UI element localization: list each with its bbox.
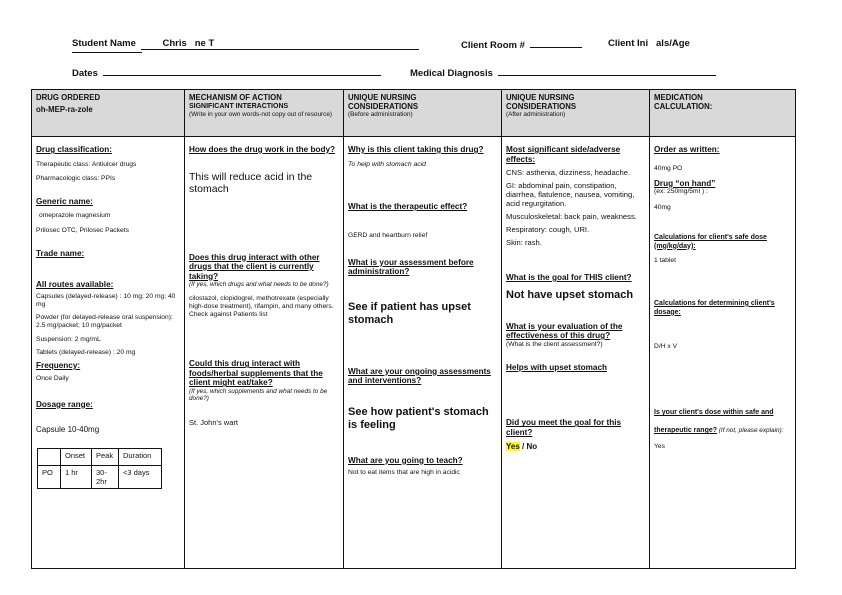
assessment-before-question: What is your assessment before administration? [348, 257, 474, 277]
dosage-calc-label: Calculations for determining client's dosage: [654, 299, 775, 316]
drug-card-table [31, 89, 796, 569]
drug-info-cell [32, 137, 185, 569]
effect-skin: Skin: rash. [506, 238, 542, 247]
drug-ordered-name: oh-MEP-ra-zole [36, 105, 93, 114]
medical-diagnosis-label: Medical Diagnosis [410, 68, 493, 79]
drug-interaction-question: Does this drug interact with other drugs that the client is currently taking? [189, 252, 320, 281]
table-header-row [32, 90, 796, 137]
pk-data-row [38, 466, 162, 489]
order-label: Order as written: [654, 145, 720, 154]
after-cell [502, 137, 650, 569]
drug-ordered-title: DRUG ORDERED [36, 93, 101, 102]
therapeutic-effect-answer: GERD and heartburn relief [348, 231, 428, 239]
brand-names: Prilosec OTC, Prilosec Packets [36, 226, 129, 234]
client-initials-label: Client Ini als/Age [608, 38, 690, 49]
pk-peak: 30-2hr [92, 466, 119, 489]
medical-diagnosis-line [410, 66, 716, 79]
student-name-field[interactable] [141, 38, 419, 50]
food-interaction-hint: (If yes, which supplements and what needs to be done?) [189, 387, 328, 403]
food-interaction-question: Could this drug interact with foods/herbal supplements that the client might eat/take? [189, 359, 323, 388]
ongoing-assessment-answer: See how patient's stomach is feeling [348, 405, 489, 431]
client-room-line [461, 38, 582, 51]
pk-header-route [38, 449, 61, 466]
range-question [654, 401, 791, 437]
trade-name-label: Trade name: [36, 248, 85, 258]
frequency-label: Frequency: [36, 361, 81, 371]
assessment-before-answer: See if patient has upset stomach [348, 300, 471, 326]
evaluation-question: What is your evaluation of the effectiveness of this drug? [506, 321, 623, 340]
dosage-range-label: Dosage range: [36, 399, 93, 409]
medical-diagnosis-field[interactable] [498, 66, 716, 76]
before-title2: CONSIDERATIONS [348, 102, 419, 111]
after-subtitle: (After administration) [506, 111, 566, 118]
dates-line [72, 66, 381, 79]
mechanism-header [185, 90, 344, 137]
mechanism-title: MECHANISM OF ACTION [189, 93, 282, 102]
after-header [502, 90, 650, 137]
client-room-label: Client Room # [461, 40, 525, 51]
student-name-overflow-line [72, 51, 142, 53]
before-title: UNIQUE NURSING [348, 93, 417, 102]
routes-label: All routes available: [36, 280, 114, 290]
range-label: Is your client's dose within safe and therapeutic range? [654, 409, 774, 435]
client-initials-line [608, 38, 690, 49]
side-effects-question: Most significant side/adverse effects: [506, 145, 621, 164]
order-value: 40mg PO [654, 164, 683, 172]
goal-met-answer [506, 443, 645, 451]
safe-dose-value: 1 tablet [654, 256, 676, 264]
goal-met-question: Did you meet the goal for this client? [506, 418, 622, 437]
therapeutic-effect-question: What is the therapeutic effect? [348, 202, 468, 212]
ongoing-assessment-question: What are your ongoing assessments and interventions? [348, 366, 491, 386]
student-name-value: Chris ne T [162, 38, 215, 49]
range-answer: Yes [654, 443, 665, 451]
reason-answer: To help with stomach acid [348, 160, 426, 168]
on-hand-label: Drug “on hand” [654, 178, 716, 188]
before-subtitle: (Before administration) [348, 111, 413, 118]
classification-label: Drug classification: [36, 145, 112, 154]
pk-header-row [38, 449, 162, 466]
route-tablets: Tablets (delayed-release) : 20 mg [36, 348, 136, 356]
drug-ordered-header [32, 90, 185, 137]
mechanism-answer: This will reduce acid in the stomach [189, 170, 313, 195]
generic-name-label: Generic name: [36, 196, 93, 206]
after-title2: CONSIDERATIONS [506, 102, 577, 111]
mechanism-cell [185, 137, 344, 569]
student-name-label: Student Name [72, 38, 136, 49]
pk-header-onset: Onset [61, 449, 92, 466]
frequency-value: Once Daily [36, 374, 69, 382]
calc-cell [650, 137, 796, 569]
goal-question: What is the goal for THIS client? [506, 273, 632, 282]
evaluation-answer: Helps with upset stomach [506, 362, 607, 372]
goal-answer: Not have upset stomach [506, 288, 634, 301]
reason-question: Why is this client taking this drug? [348, 145, 484, 154]
dosage-calc-value: D/H x V [654, 342, 678, 350]
before-cell [344, 137, 502, 569]
effect-gi: GI: abdominal pain, constipation, diarrhea, flatulence, nausea, vomiting, acid regurgitation. [506, 181, 635, 208]
evaluation-hint: (What is the client assessment?) [506, 340, 603, 348]
teaching-answer: Not to eat items that are high in acidic [348, 469, 460, 477]
on-hand-value: 40mg [654, 204, 671, 212]
after-title: UNIQUE NURSING [506, 93, 575, 102]
client-room-field[interactable] [530, 38, 582, 48]
food-interaction-answer: St. John's wart [189, 417, 238, 427]
safe-dose-label: Calculations for client's safe dose (mg/kg/day): [654, 233, 767, 250]
goal-met-no: / No [519, 442, 538, 452]
effect-respiratory: Respiratory: cough, URI. [506, 225, 590, 234]
drug-interaction-hint: (If yes, which drugs and what needs to be done?) [189, 281, 329, 288]
mechanism-subtitle: (Write in your own words-not copy out of resource) [189, 111, 333, 118]
effect-cns: CNS: asthenia, dizziness, headache. [506, 168, 631, 177]
pk-header-peak: Peak [92, 449, 119, 466]
calc-title: MEDICATION [654, 93, 703, 102]
calc-title2: CALCULATION: [654, 102, 713, 111]
before-header [344, 90, 502, 137]
effect-musculoskeletal: Musculoskeletal: back pain, weakness. [506, 212, 637, 221]
route-capsules: Capsules (delayed-release) : 10 mg; 20 mg; 40 mg [36, 292, 176, 309]
pk-onset: 1 hr [61, 466, 92, 489]
pk-duration: <3 days [119, 466, 162, 489]
dates-label: Dates [72, 68, 98, 79]
pk-header-duration: Duration [119, 449, 162, 466]
goal-met-yes: Yes [506, 442, 520, 452]
on-hand-hint: (ex: 250mg/5ml ) : [654, 188, 708, 196]
table-body-row [32, 137, 796, 569]
range-hint: (If not, please explain): [717, 427, 784, 435]
route-powder: Powder (for delayed-release oral suspension): 2.5 mg/packet; 10 mg/packet [36, 314, 173, 330]
pk-route: PO [38, 466, 61, 489]
drug-interaction-answer: cilostazol, clopidogrel, methotrexate (especially high-dose treatment), rifampin, and many others. Check against Patients list [189, 294, 334, 318]
therapeutic-class: Therapeutic class: Antiulcer drugs [36, 160, 137, 168]
route-suspension: Suspension: 2 mg/mL [36, 335, 101, 343]
generic-name: omeprazole magnesium [39, 212, 111, 220]
teaching-question: What are you going to teach? [348, 455, 463, 465]
pharmacokinetics-table [37, 448, 162, 489]
pharmacologic-class: Pharmacologic class: PPIs [36, 174, 116, 182]
dosage-range-value: Capsule 10-40mg [36, 425, 100, 435]
interactions-title: SIGNIFICANT INTERACTIONS [189, 103, 289, 110]
dates-field[interactable] [103, 66, 381, 76]
calc-header [650, 90, 796, 137]
mechanism-question: How does the drug work in the body? [189, 145, 336, 154]
student-name-line [72, 38, 419, 50]
